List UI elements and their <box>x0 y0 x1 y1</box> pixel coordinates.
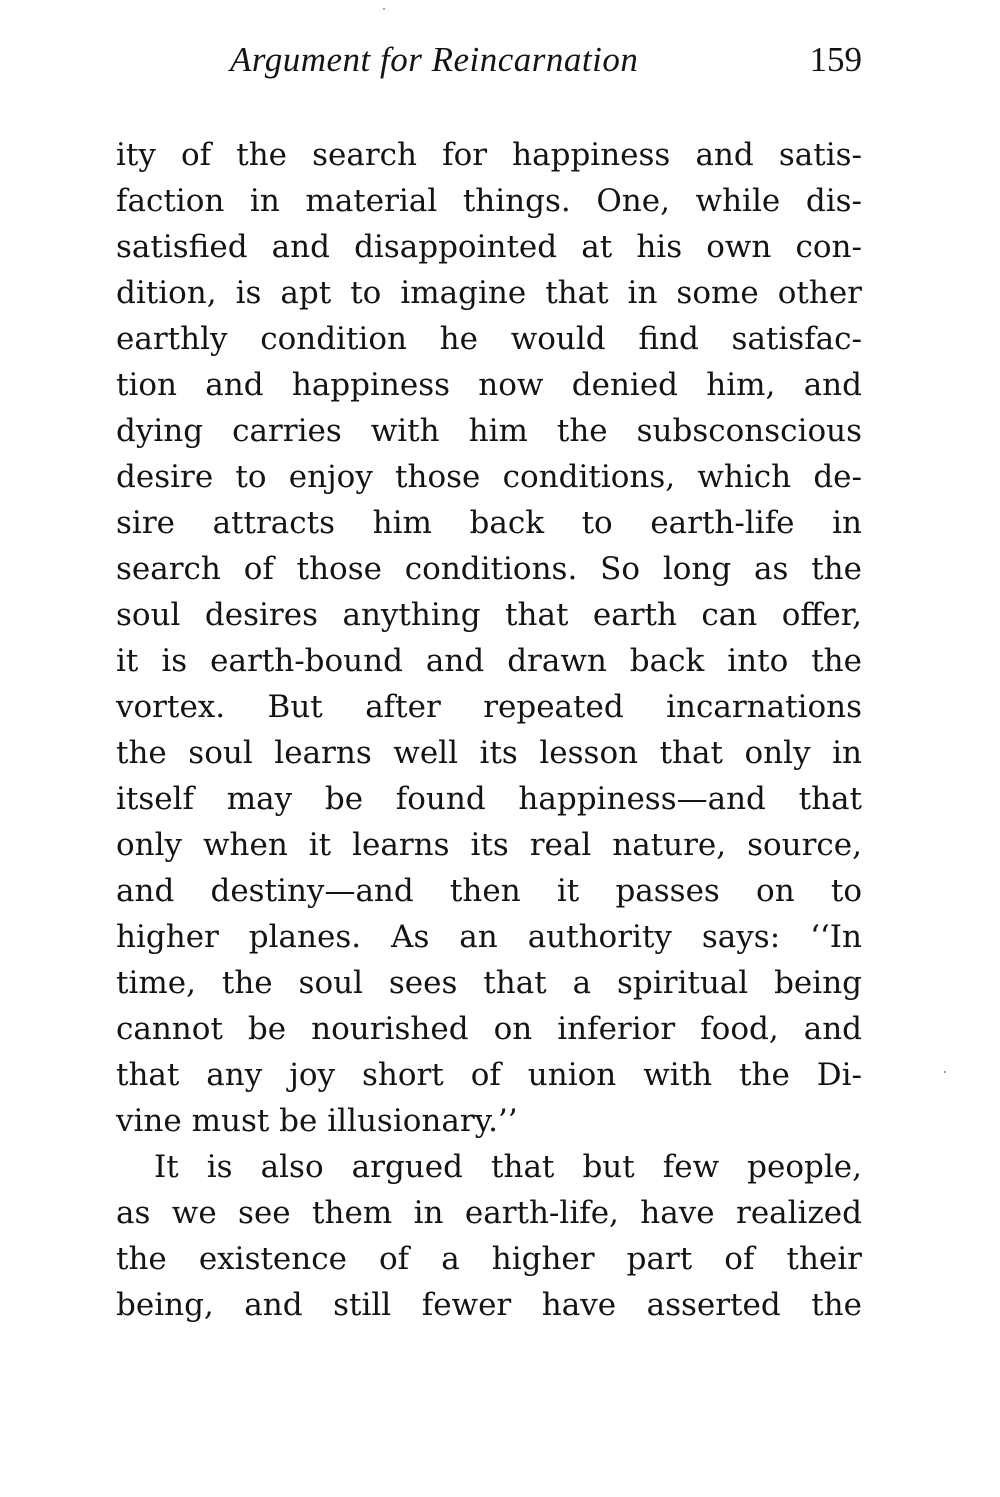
text-line: itself may be found happiness—and that <box>116 781 862 817</box>
text-line: time, the soul sees that a spiritual being <box>116 965 862 1001</box>
text-line: vortex. But after repeated incarnations <box>116 689 862 725</box>
scan-speck <box>383 8 385 10</box>
text-line: the soul learns well its lesson that only in <box>116 735 862 771</box>
text-line: dying carries with him the subsconscious <box>116 413 862 449</box>
text-line: vine must be illusionary.’’ <box>116 1103 518 1139</box>
text-line: satisfied and disappointed at his own con- <box>116 229 862 265</box>
text-line: higher planes. As an authority says: ‘‘In <box>116 919 862 955</box>
text-line: the existence of a higher part of their <box>116 1241 862 1277</box>
text-line: ity of the search for happiness and satis- <box>116 137 862 173</box>
text-line: cannot be nourished on inferior food, and <box>116 1011 862 1047</box>
running-title: Argument for Reincarnation <box>230 40 639 79</box>
text-line: dition, is apt to imagine that in some other <box>116 275 862 311</box>
text-line: as we see them in earth-life, have realized <box>116 1195 862 1231</box>
text-line: only when it learns its real nature, source, <box>116 827 862 863</box>
text-line: faction in material things. One, while dis- <box>116 183 862 219</box>
text-line: search of those conditions. So long as the <box>116 551 862 587</box>
page-number: 159 <box>809 40 862 79</box>
scan-speck <box>944 1071 946 1073</box>
text-line: desire to enjoy those conditions, which de- <box>116 459 862 495</box>
text-line: earthly condition he would find satisfac- <box>116 321 862 357</box>
text-line: It is also argued that but few people, <box>154 1149 862 1185</box>
text-line: tion and happiness now denied him, and <box>116 367 862 403</box>
text-line: being, and still fewer have asserted the <box>116 1287 862 1323</box>
text-line: soul desires anything that earth can offer, <box>116 597 862 633</box>
body-text <box>116 132 862 1328</box>
text-line: sire attracts him back to earth-life in <box>116 505 862 541</box>
page-header <box>230 40 862 96</box>
text-line: and destiny—and then it passes on to <box>116 873 862 909</box>
text-line: that any joy short of union with the Di- <box>116 1057 862 1093</box>
text-line: it is earth-bound and drawn back into the <box>116 643 862 679</box>
